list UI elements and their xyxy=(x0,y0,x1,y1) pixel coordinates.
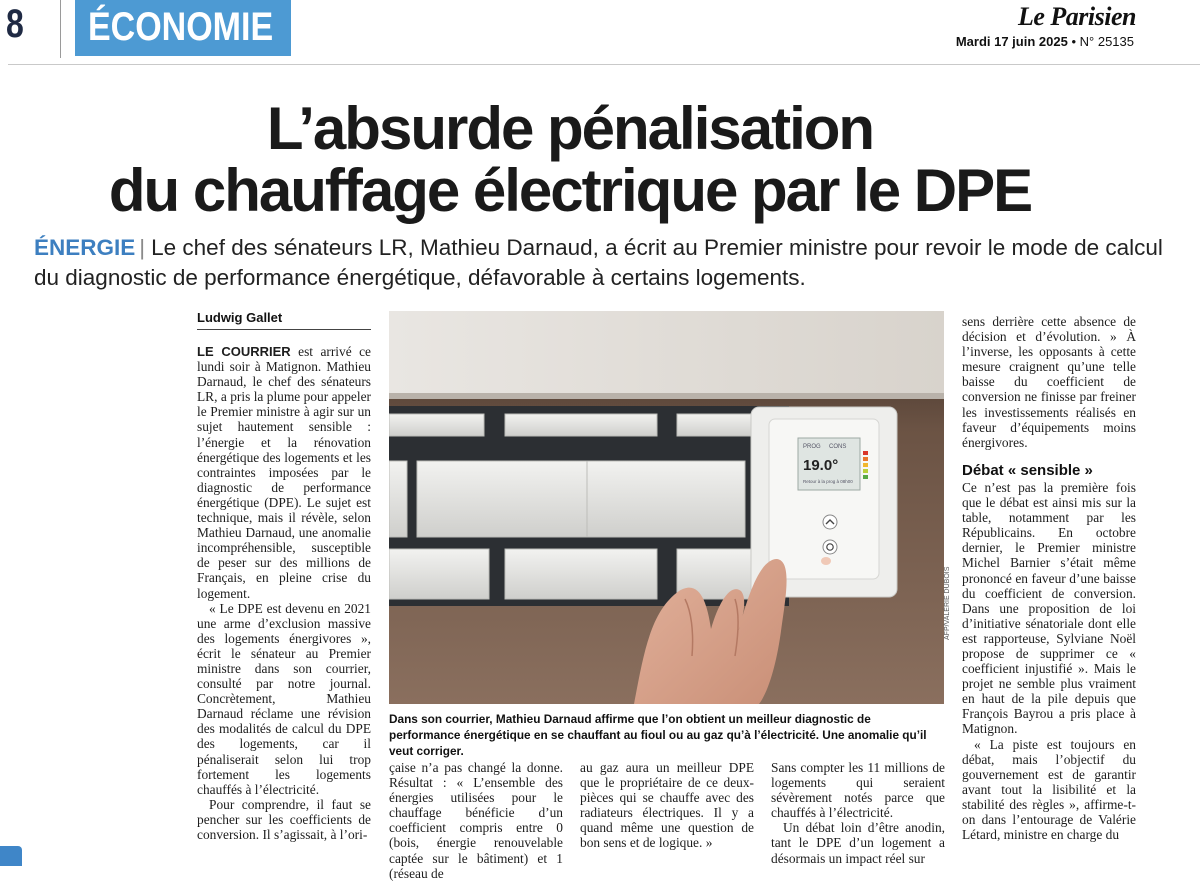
standfirst xyxy=(34,233,1174,293)
paragraph: au gaz aura un meilleur DPE que le propriétaire de ce deux-pièces qui se chauffe avec des radiateurs électriques. Il y a quand même une question de bon sens et de logique. » xyxy=(580,760,754,851)
thermostat-radiator-image xyxy=(389,311,944,704)
issue-date: Mardi 17 juin 2025 xyxy=(955,34,1068,49)
lead-in: LE COURRIER xyxy=(197,344,291,359)
headline-line-1: L’absurde pénalisation xyxy=(266,95,874,162)
display-note: Retour à la prog à 08h00 xyxy=(803,479,853,484)
paragraph: Un débat loin d’être anodin, tant le DPE d’un logement a désormais un impact réel sur xyxy=(771,820,945,866)
issue-number: N° 25135 xyxy=(1079,34,1134,49)
paragraph: Pour comprendre, il faut se pencher sur les coefficients de conversion. Il s’agissait, à l’ori- xyxy=(197,796,371,842)
page-margin-marker xyxy=(0,846,22,866)
byline: Ludwig Gallet xyxy=(197,310,283,325)
energy-level-bar xyxy=(863,463,868,467)
energy-level-bar xyxy=(863,475,868,479)
mode-button-icon xyxy=(823,540,837,554)
article-column-2 xyxy=(389,760,563,881)
temperature-readout: 19.0° xyxy=(803,457,839,474)
energy-level-bar xyxy=(863,469,868,473)
energy-level-bar xyxy=(863,457,868,461)
article-column-3 xyxy=(580,760,754,851)
brand-logo: Le Parisien xyxy=(1018,2,1136,31)
paragraph: Ce n’est pas la première fois que le débat est ainsi mis sur la table, notamment par les Républicains. En octobre dernier, le Premier ministre Michel Barnier s’était même prononcé en faveur d’une baisse du coefficient de conversion. Dans une proposition de loi d’initiative sénatoriale dont elle est rapporteuse, Sylviane Noël propose de supprimer ce « coefficient injustifié ». Mais le projet ne semble plus vraiment en haut de la pile depuis que François Bayrou a pris place à Matignon. xyxy=(962,479,1136,737)
paragraph: « La piste est toujours en débat, mais l’objectif du gouvernement est de garantir avant tout la lisibilité et la stabilité des règles », affirme-t-on dans l’entourage de Valérie Létard, ministre en charge du xyxy=(962,736,1136,843)
issue-separator: • xyxy=(1071,34,1077,49)
kicker-separator: | xyxy=(139,235,146,260)
header-divider xyxy=(60,0,61,58)
article-column-right xyxy=(962,314,1136,842)
kicker: ÉNERGIE xyxy=(34,235,136,260)
paragraph: çaise n’a pas changé la donne. Résultat : « L’ensemble des énergies utilisées pour le chauffage bénéficie d’un coefficient compris entre 0 (bois, énergie renouvelable captée sur le bâtiment) et 1 (réseau de xyxy=(389,760,563,881)
byline-rule xyxy=(197,329,371,330)
paragraph-text: est arrivé ce lundi soir à Matignon. Mathieu Darnaud, le chef des sénateurs LR, a pris la plume pour appeler le Premier ministre à agir sur un sujet hautement sensible : l’énergie et la rénovation énergétique des logements et les contraintes imposées par le diagnostic de performance énergétique (DPE). Le sujet est technique, mais il révèle, selon Mathieu Darnaud, une anomalie incompréhensible, susceptible de peser sur des millions de Français, en pleine crise du logement. xyxy=(197,344,371,601)
article-column-1 xyxy=(197,344,371,842)
photo-caption: Dans son courrier, Mathieu Darnaud affirme que l’on obtient un meilleur diagnostic de performance énergétique en se chauffant au fioul ou au gaz qu’à l’électricité. Une anomalie qu’il veut corriger. xyxy=(389,712,927,758)
paragraph: sens derrière cette absence de décision et d’évolution. » À l’inverse, les opposants à cette mesure craignent qu’une telle baisse du coefficient de conversion ne finisse par freiner les investissements réalisés en faveur d’équipements moins énergivores. xyxy=(962,314,1136,450)
article-column-4 xyxy=(771,760,945,866)
subheading: Débat « sensible » xyxy=(962,461,1093,479)
header-rule xyxy=(8,64,1200,65)
page-number: 8 xyxy=(6,2,24,46)
paragraph xyxy=(197,344,371,601)
paragraph: Sans compter les 11 millions de logements qui seraient sévèrement notés parce que chauffés à l’électricité. xyxy=(771,760,945,821)
paragraph: « Le DPE est devenu en 2021 une arme d’exclusion massive des logements énergivores », écrit le sénateur au Premier ministre dans son courrier, consulté par notre journal. Concrètement, Mathieu Darnaud réclame une révision des modalités de calcul du DPE des logements, car il pénaliserait selon lui trop fortement les logements chauffés à l’électricité. xyxy=(197,600,371,797)
photo-credit: AFP/VALÉRIE DUBOIS xyxy=(944,566,951,640)
section-label: ÉCONOMIE xyxy=(88,5,274,49)
headline xyxy=(0,95,1140,224)
issue-info xyxy=(956,34,1134,49)
display-label-cons: CONS xyxy=(829,444,847,450)
standfirst-text: Le chef des sénateurs LR, Mathieu Darnaud, a écrit au Premier ministre pour revoir le mode de calcul du diagnostic de performance énergétique, défavorable à certains logements. xyxy=(34,235,1163,290)
energy-level-bar xyxy=(863,451,868,455)
article-photo xyxy=(389,311,944,704)
display-label-prog: PROG xyxy=(803,444,821,450)
headline-line-2: du chauffage électrique par le DPE xyxy=(108,157,1032,224)
